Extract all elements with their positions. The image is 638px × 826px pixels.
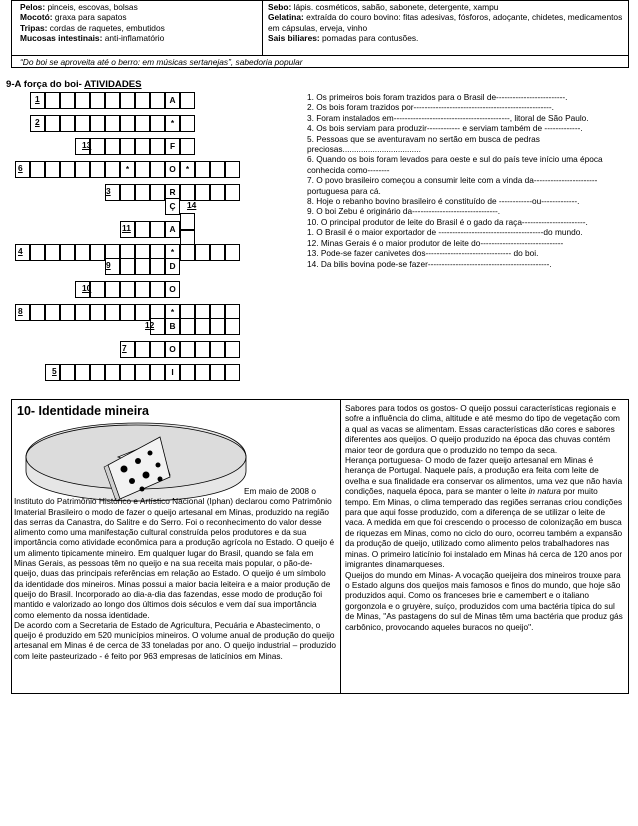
paragraph: Herança portuguesa- O modo de fazer queijo artesanal em Minas é herança de Portugal. Naquele país, a produção era feita com leite de ovelha e sua finalidade era conservar os alimentos, uma vez que não havia condições, naquela época, para se manter o leite in natura por muito tempo. Em Minas, o clima temperado das regiões serranas criou condições para que aqui fosse produzido, com a diferença de se utilizar o leite de vaca. A medida em que foi crescendo o processo de colonização em busca de riquezas em Minas, como no ciclo do ouro, ocorreu também a expansão da produção de queijo, utilizado como alimento pelos trabalhadores nas minas. O primeiro laticínio foi instalado em Minas há cerca de 120 anos por imigrantes dinamarqueses.: [345, 455, 623, 570]
grid-cell[interactable]: [180, 318, 195, 335]
clue-line: 7. O povo brasileiro começou a consumir leite com a vinda da----------------------- portuguesa para cá.: [307, 175, 598, 196]
grid-cell-key: B: [165, 318, 180, 335]
grid-cell[interactable]: [75, 115, 90, 132]
clue-line: 3. Foram instalados em------------------------------------------, litoral de São Paulo.: [307, 112, 589, 123]
grid-cell[interactable]: [180, 244, 195, 261]
clue-line: 9. O boi Zebu é originário da-------------------------------.: [307, 206, 501, 217]
grid-cell-key: R: [165, 184, 180, 201]
clue-line: 10. O principal produtor de leite do Brasil é o gado da raça-----------------------.: [307, 216, 588, 227]
section-title: 10- Identidade mineira: [17, 404, 149, 418]
grid-cell[interactable]: [60, 244, 75, 261]
grid-cell[interactable]: [135, 221, 150, 238]
grid-cell-key: A: [165, 92, 180, 109]
crossword-clues: [307, 92, 627, 269]
clue-number: 9: [106, 260, 111, 270]
grid-cell[interactable]: [30, 304, 45, 321]
grid-cell[interactable]: [90, 304, 105, 321]
grid-cell[interactable]: [150, 258, 165, 275]
clue-number: 13: [82, 140, 92, 150]
clue-number: 11: [122, 223, 131, 233]
clue-line: 6. Quando os bois foram levados para oeste e sul do país teve início uma época conhecida como--------: [307, 154, 603, 175]
grid-cell[interactable]: [180, 213, 195, 230]
paragraph: Queijos do mundo em Minas- A vocação queijeira dos mineiros trouxe para o Estado alguns dos queijos mais famosos e finos do mundo, que hoje são produzidos aqui. Como os franceses brie e camembert e o italiano gorgonzola e o gruyère, suíço, produzidos com uma bactéria típica do sul de Minas, "As pastagens do sul de Minas têm uma bactéria que produz gás carbônico, provocando aqueles buracos no queijo".: [345, 569, 623, 632]
grid-cell[interactable]: [30, 161, 45, 178]
clue-line: 2. Os bois foram trazidos por--------------------------------------------------.: [307, 102, 554, 113]
grid-cell[interactable]: [210, 184, 225, 201]
grid-cell[interactable]: [195, 161, 210, 178]
grid-cell: *: [180, 161, 195, 178]
paragraph: Instituto do Patrimônio Histórico e Artístico Nacional (Iphan) declarou como Patrimônio Imaterial Brasileiro o modo de fazer o queijo artesanal em Minas, produzido na região das serras da Canastra, do Salitre e do Serro. Foi o reconhecimento do valor desse alimento como uma manifestação cultural construída pelos produtores e da sua importância como atividade econômica para a produção agrícola no Estado. O queijo é um alimento tipicamente mineiro. Em qualquer lugar do Brasil, quando se fala em Minas Gerais, as pessoas têm no queijo e na sua receita mais popular, o pão-de-queijo, duas das principais referências em relação ao Estado. O queijo é um símbolo da identidade dos mineiros. Minas possui a maior bacia leiteira e a maior produção de queijo do Brasil. Incorporado ao dia-a-dia das fazendas, esse modo de produção foi mantido e valorizado ao longo dos últimos dois séculos e vem daí sua importância como elemento da nossa identidade.: [14, 496, 335, 620]
grid-cell[interactable]: [180, 341, 195, 358]
grid-cell[interactable]: [60, 161, 75, 178]
clue-number: 14: [187, 200, 197, 210]
clue-line: 13. Pode-se fazer canivetes dos------------------------------- do boi.: [307, 248, 539, 259]
byproduct-item: Pelos: pinceis, escovas, bolsas: [20, 2, 138, 12]
grid-cell[interactable]: [90, 364, 105, 381]
grid-cell[interactable]: [150, 341, 165, 358]
grid-cell[interactable]: [195, 341, 210, 358]
grid-cell[interactable]: [135, 161, 150, 178]
byproduct-item: Mocotó: graxa para sapatos: [20, 12, 127, 23]
clue-line: 12. Minas Gerais é o maior produtor de leite do------------------------------: [307, 237, 564, 248]
grid-cell-key: A: [165, 221, 180, 238]
grid-cell-key: I: [165, 364, 180, 381]
grid-cell[interactable]: [105, 161, 120, 178]
clue-number: 1: [35, 94, 40, 104]
grid-cell[interactable]: [195, 244, 210, 261]
grid-cell-key: *: [165, 244, 180, 261]
grid-cell[interactable]: [120, 364, 135, 381]
grid-cell[interactable]: [225, 161, 240, 178]
clue-number: 6: [18, 163, 23, 173]
grid-cell[interactable]: [150, 161, 165, 178]
grid-cell-key: O: [165, 161, 180, 178]
clue-number: 7: [122, 343, 127, 353]
grid-cell[interactable]: [210, 341, 225, 358]
grid-cell[interactable]: [150, 221, 165, 238]
identity-section: [11, 399, 629, 694]
grid-cell[interactable]: [75, 244, 90, 261]
grid-cell[interactable]: [135, 364, 150, 381]
clue-number: 10: [82, 283, 92, 293]
grid-cell[interactable]: [180, 364, 195, 381]
grid-cell[interactable]: [75, 364, 90, 381]
byproduct-item: Gelatina: extraída do couro bovino: fitas adesivas, fósforos, adoçante, chidetes, medicamentos em cápsulas, erveja, vinho: [268, 12, 623, 33]
popular-quote: “Do boi se aproveita até o berro: em músicas sertanejas”, sabedoria popular: [20, 57, 303, 67]
grid-cell[interactable]: [105, 115, 120, 132]
grid-cell[interactable]: [135, 281, 150, 298]
grid-cell-key: D: [165, 258, 180, 275]
lead-line: Em maio de 2008 o: [244, 486, 316, 496]
grid-cell[interactable]: [135, 115, 150, 132]
grid-cell[interactable]: [105, 304, 120, 321]
grid-cell[interactable]: [105, 364, 120, 381]
grid-cell[interactable]: [150, 138, 165, 155]
clue-number: 3: [106, 186, 111, 196]
grid-cell[interactable]: [105, 92, 120, 109]
grid-cell[interactable]: [180, 115, 195, 132]
paragraph: De acordo com a Secretaria de Estado de Agricultura, Pecuária e Abastecimento, o queijo é produzido em 520 municípios mineiros. O volume anual de produção do queijo artesanal em Minas é de cerca de 33 toneladas por ano. O queijo industrial – produzido com leite pasteurizado - é feito por 963 empresas de laticínios em Minas.: [14, 619, 336, 661]
grid-cell[interactable]: [225, 244, 240, 261]
byproduct-item: Tripas: cordas de raquetes, embutidos: [20, 22, 165, 33]
grid-cell[interactable]: [45, 304, 60, 321]
column-divider: [340, 400, 341, 693]
grid-cell[interactable]: [150, 92, 165, 109]
grid-cell[interactable]: [195, 364, 210, 381]
grid-cell[interactable]: [210, 161, 225, 178]
clue-line: 14. Da bilis bovina pode-se fazer--------------------------------------------.: [307, 258, 552, 269]
grid-cell[interactable]: [60, 92, 75, 109]
grid-cell[interactable]: [210, 364, 225, 381]
byproduct-item: Sebo: lápis. cosméticos, sabão, sabonete, detergente, xampu: [268, 2, 499, 12]
clue-line: 8. Hoje o rebanho bovino brasileiro é constituído de ------------ou-------------.: [307, 196, 580, 207]
grid-cell[interactable]: [60, 115, 75, 132]
grid-cell[interactable]: [120, 258, 135, 275]
grid-cell[interactable]: [120, 184, 135, 201]
byproduct-item: Sais biliares: pomadas para contusões.: [268, 33, 419, 44]
grid-cell[interactable]: [60, 364, 75, 381]
paragraph: Sabores para todos os gostos- O queijo possui características regionais e sofre a influência do clima, altitude e até mesmo do tipo de vegetação com a qual as vacas se alimentam. Essas características dão cores e sabores diferentes aos queijos. O queijo produzido na época das chuvas contém maior teor de gordura que o produzido no tempo da seca.: [345, 403, 620, 455]
grid-cell[interactable]: [150, 115, 165, 132]
grid-cell[interactable]: [135, 138, 150, 155]
grid-cell[interactable]: [120, 115, 135, 132]
clue-number: 12: [145, 320, 155, 330]
grid-cell[interactable]: [120, 138, 135, 155]
grid-cell[interactable]: [105, 281, 120, 298]
grid-cell[interactable]: [75, 161, 90, 178]
grid-cell[interactable]: [135, 92, 150, 109]
grid-cell[interactable]: [180, 92, 195, 109]
identity-right-text: [345, 403, 625, 632]
grid-cell-key: Ç: [165, 198, 180, 215]
grid-cell[interactable]: [225, 364, 240, 381]
grid-cell-key: O: [165, 281, 180, 298]
grid-cell[interactable]: [75, 92, 90, 109]
grid-cell[interactable]: [225, 341, 240, 358]
grid-cell-key: *: [165, 304, 180, 321]
clue-line: 1. O Brasil é o maior exportador de --------------------------------------do mundo.: [307, 227, 583, 238]
clue-line: 4. Os bois serviam para produzir------------ e serviam também de -------------.: [307, 123, 583, 134]
grid-cell[interactable]: [45, 244, 60, 261]
grid-cell[interactable]: [105, 138, 120, 155]
grid-cell-key: *: [165, 115, 180, 132]
grid-cell[interactable]: [30, 244, 45, 261]
clue-number: 2: [35, 117, 40, 127]
clue-line: 5. Pessoas que se aventuravam no sertão em busca de pedras preciosas..................................: [307, 133, 540, 155]
grid-cell: *: [120, 161, 135, 178]
grid-cell[interactable]: [225, 184, 240, 201]
grid-cell[interactable]: [60, 304, 75, 321]
grid-cell[interactable]: [150, 184, 165, 201]
grid-cell[interactable]: [135, 258, 150, 275]
clue-number: 4: [18, 246, 23, 256]
grid-cell[interactable]: [135, 184, 150, 201]
grid-cell[interactable]: [120, 92, 135, 109]
grid-cell[interactable]: [90, 138, 105, 155]
grid-cell[interactable]: [120, 281, 135, 298]
grid-cell[interactable]: [90, 92, 105, 109]
grid-cell[interactable]: [90, 244, 105, 261]
grid-cell[interactable]: [45, 161, 60, 178]
grid-cell[interactable]: [45, 115, 60, 132]
grid-cell[interactable]: [195, 318, 210, 335]
grid-cell[interactable]: [90, 161, 105, 178]
grid-cell[interactable]: [195, 184, 210, 201]
identity-left-text: [14, 486, 336, 661]
grid-cell-key: O: [165, 341, 180, 358]
grid-cell[interactable]: [90, 115, 105, 132]
clue-number: 8: [18, 306, 23, 316]
grid-cell[interactable]: [75, 304, 90, 321]
grid-cell[interactable]: [225, 318, 240, 335]
grid-cell[interactable]: [180, 138, 195, 155]
grid-cell[interactable]: [135, 341, 150, 358]
grid-cell[interactable]: [150, 281, 165, 298]
grid-cell[interactable]: [150, 364, 165, 381]
byproduct-item: Mucosas intestinais: anti-inflamatório: [20, 33, 165, 44]
activities-title: 9-A força do boi- ATIVIDADES: [6, 79, 142, 90]
grid-cell-key: F: [165, 138, 180, 155]
clue-line: 1. Os primeiros bois foram trazidos para o Brasil de-------------------------.: [307, 92, 568, 102]
grid-cell[interactable]: [210, 244, 225, 261]
grid-cell[interactable]: [45, 92, 60, 109]
grid-cell[interactable]: [90, 281, 105, 298]
clue-number: 5: [52, 366, 57, 376]
grid-cell[interactable]: [120, 304, 135, 321]
grid-cell[interactable]: [210, 318, 225, 335]
